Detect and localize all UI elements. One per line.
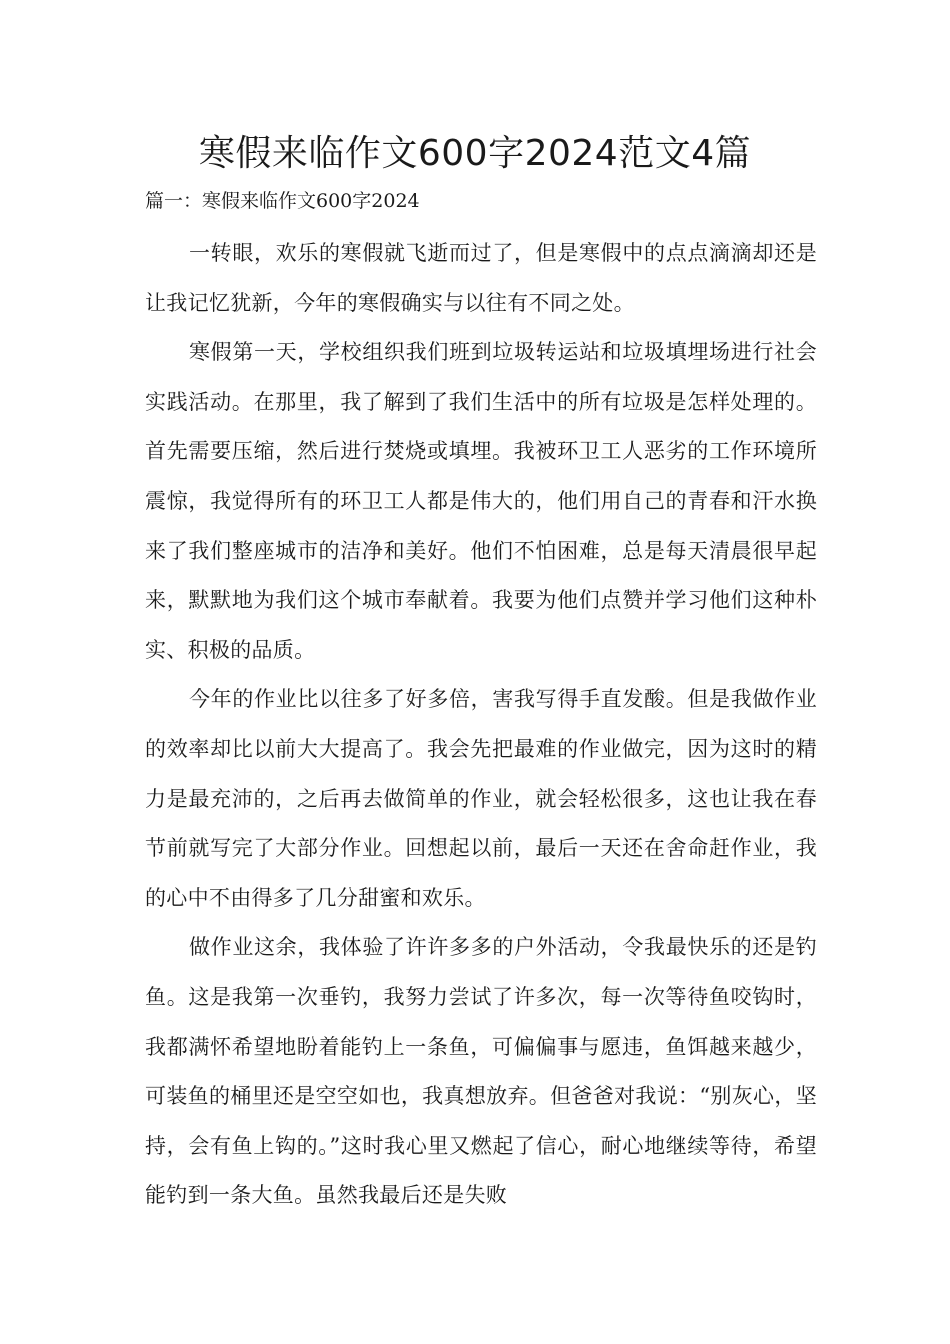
article-body (145, 229, 817, 1221)
document-title: 寒假来临作文600字2024范文4篇 (198, 133, 752, 174)
paragraph: 做作业这余，我体验了许许多多的户外活动，令我最快乐的还是钓鱼。这是我第一次垂钓，我努力尝试了许多次，每一次等待鱼咬钩时，我都满怀希望地盼着能钓上一条鱼，可偏偏事与愿违，鱼饵越来越少，可装鱼的桶里还是空空如也，我真想放弃。但爸爸对我说：“别灰心，坚持，会有鱼上钩的。”这时我心里又燃起了信心，耐心地继续等待，希望能钓到一条大鱼。虽然我最后还是失败 (145, 935, 817, 1208)
paragraph: 一转眼，欢乐的寒假就飞逝而过了，但是寒假中的点点滴滴却还是让我记忆犹新，今年的寒假确实与以往有不同之处。 (145, 241, 817, 315)
paragraph: 寒假第一天，学校组织我们班到垃圾转运站和垃圾填埋场进行社会实践活动。在那里，我了解到了我们生活中的所有垃圾是怎样处理的。首先需要压缩，然后进行焚烧或填埋。我被环卫工人恶劣的工作环境所震惊，我觉得所有的环卫工人都是伟大的，他们用自己的青春和汗水换来了我们整座城市的洁净和美好。他们不怕困难，总是每天清晨很早起来，默默地为我们这个城市奉献着。我要为他们点赞并学习他们这种朴实、积极的品质。 (145, 340, 817, 662)
section-heading: 篇一：寒假来临作文600字2024 (145, 190, 420, 212)
paragraph: 今年的作业比以往多了好多倍，害我写得手直发酸。但是我做作业的效率却比以前大大提高了。我会先把最难的作业做完，因为这时的精力是最充沛的，之后再去做简单的作业，就会轻松很多，这也让我在春节前就写完了大部分作业。回想起以前，最后一天还在舍命赶作业，我的心中不由得多了几分甜蜜和欢乐。 (145, 687, 817, 910)
